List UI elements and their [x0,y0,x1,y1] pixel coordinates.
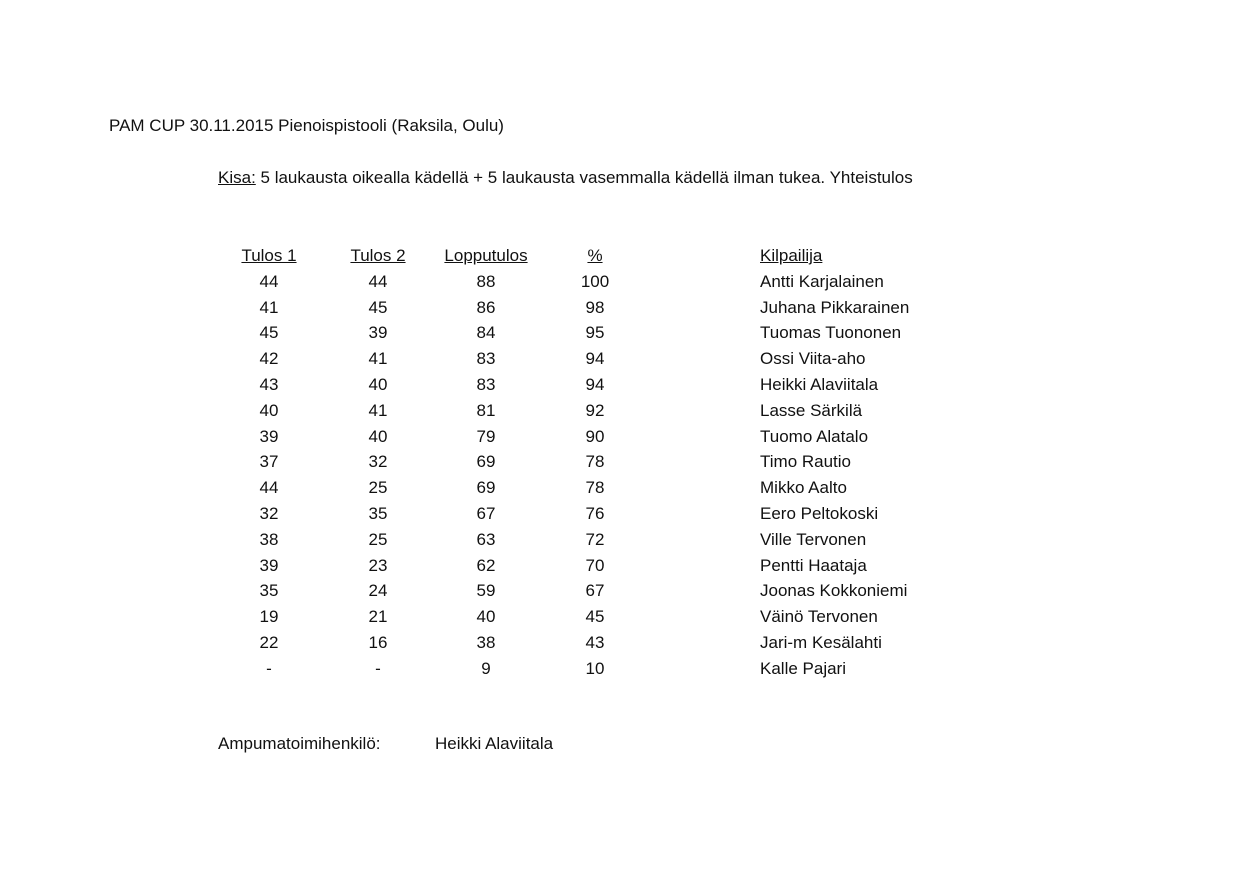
cell-lopputulos: 40 [476,607,496,627]
official-label: Ampumatoimihenkilö: [218,734,381,753]
cell-tulos1: 32 [259,503,279,523]
cell-percent: 78 [585,452,605,472]
cell-tulos2: - [375,658,381,678]
cell-tulos2: 41 [368,400,388,420]
cell-tulos2: 23 [368,555,388,575]
table-row [0,604,1240,630]
cell-lopputulos: 62 [476,555,496,575]
cell-kilpailija: Ossi Viita-aho [760,349,866,369]
table-row [0,475,1240,501]
cell-percent: 100 [580,271,610,291]
description-label: Kisa: [218,168,256,187]
cell-percent: 67 [585,581,605,601]
competition-description [218,168,913,188]
cell-kilpailija: Mikko Aalto [760,478,847,498]
cell-tulos1: 40 [259,400,279,420]
cell-tulos2: 25 [368,478,388,498]
cell-tulos1: 39 [259,555,279,575]
cell-percent: 76 [585,503,605,523]
cell-tulos1: 35 [259,581,279,601]
cell-kilpailija: Väinö Tervonen [760,607,878,627]
header-tulos2: Tulos 2 [350,246,406,265]
table-row [0,269,1240,295]
cell-lopputulos: 63 [476,529,496,549]
cell-tulos2: 39 [368,323,388,343]
cell-percent: 10 [585,658,605,678]
cell-tulos1: - [266,658,272,678]
document-title: PAM CUP 30.11.2015 Pienoispistooli (Raksila, Oulu) [109,116,504,135]
cell-tulos1: 19 [259,607,279,627]
cell-tulos2: 44 [368,271,388,291]
cell-percent: 90 [585,426,605,446]
header-percent: % [587,246,603,265]
header-tulos1: Tulos 1 [241,246,297,265]
cell-tulos1: 37 [259,452,279,472]
cell-percent: 45 [585,607,605,627]
cell-tulos2: 41 [368,349,388,369]
official-name: Heikki Alaviitala [435,734,554,753]
cell-percent: 92 [585,400,605,420]
cell-lopputulos: 59 [476,581,496,601]
table-row [0,346,1240,372]
results-table [0,243,1240,682]
table-row [0,630,1240,656]
cell-lopputulos: 79 [476,426,496,446]
cell-tulos2: 40 [368,374,388,394]
cell-tulos1: 43 [259,374,279,394]
cell-kilpailija: Kalle Pajari [760,658,846,678]
cell-percent: 78 [585,478,605,498]
cell-kilpailija: Joonas Kokkoniemi [760,581,908,601]
cell-percent: 94 [585,349,605,369]
cell-lopputulos: 38 [476,632,496,652]
cell-percent: 94 [585,374,605,394]
cell-lopputulos: 69 [476,478,496,498]
cell-kilpailija: Ville Tervonen [760,529,867,549]
cell-kilpailija: Juhana Pikkarainen [760,297,910,317]
table-row [0,398,1240,424]
cell-kilpailija: Eero Peltokoski [760,503,879,523]
header-kilpailija: Kilpailija [760,246,823,265]
cell-percent: 70 [585,555,605,575]
cell-tulos2: 40 [368,426,388,446]
cell-tulos2: 45 [368,297,388,317]
cell-lopputulos: 83 [476,349,496,369]
cell-kilpailija: Tuomas Tuononen [760,323,902,343]
cell-tulos2: 24 [368,581,388,601]
cell-kilpailija: Pentti Haataja [760,555,867,575]
cell-percent: 98 [585,297,605,317]
cell-kilpailija: Lasse Särkilä [760,400,863,420]
cell-tulos2: 35 [368,503,388,523]
cell-kilpailija: Antti Karjalainen [760,271,884,291]
cell-lopputulos: 88 [476,271,496,291]
header-lopputulos: Lopputulos [444,246,528,265]
cell-tulos1: 45 [259,323,279,343]
table-row [0,578,1240,604]
table-row [0,656,1240,682]
cell-tulos1: 42 [259,349,279,369]
cell-percent: 95 [585,323,605,343]
table-row [0,320,1240,346]
cell-tulos2: 16 [368,632,388,652]
cell-kilpailija: Tuomo Alatalo [760,426,869,446]
cell-kilpailija: Jari-m Kesälahti [760,632,882,652]
table-body [0,269,1240,682]
cell-percent: 43 [585,632,605,652]
cell-tulos1: 39 [259,426,279,446]
cell-tulos1: 41 [259,297,279,317]
cell-lopputulos: 84 [476,323,496,343]
cell-kilpailija: Timo Rautio [760,452,852,472]
description-text: 5 laukausta oikealla kädellä + 5 laukausta vasemmalla kädellä ilman tukea. Yhteistulos [255,168,913,187]
table-row [0,553,1240,579]
cell-tulos1: 22 [259,632,279,652]
cell-tulos1: 38 [259,529,279,549]
cell-tulos1: 44 [259,478,279,498]
cell-lopputulos: 9 [481,658,491,678]
table-row [0,295,1240,321]
cell-tulos2: 25 [368,529,388,549]
cell-lopputulos: 69 [476,452,496,472]
cell-lopputulos: 67 [476,503,496,523]
table-row [0,527,1240,553]
cell-lopputulos: 83 [476,374,496,394]
table-row [0,449,1240,475]
table-row [0,372,1240,398]
cell-lopputulos: 81 [476,400,496,420]
cell-tulos2: 21 [368,607,388,627]
cell-tulos1: 44 [259,271,279,291]
table-row [0,424,1240,450]
cell-percent: 72 [585,529,605,549]
table-header-row [0,243,1240,269]
cell-kilpailija: Heikki Alaviitala [760,374,879,394]
table-row [0,501,1240,527]
cell-tulos2: 32 [368,452,388,472]
cell-lopputulos: 86 [476,297,496,317]
